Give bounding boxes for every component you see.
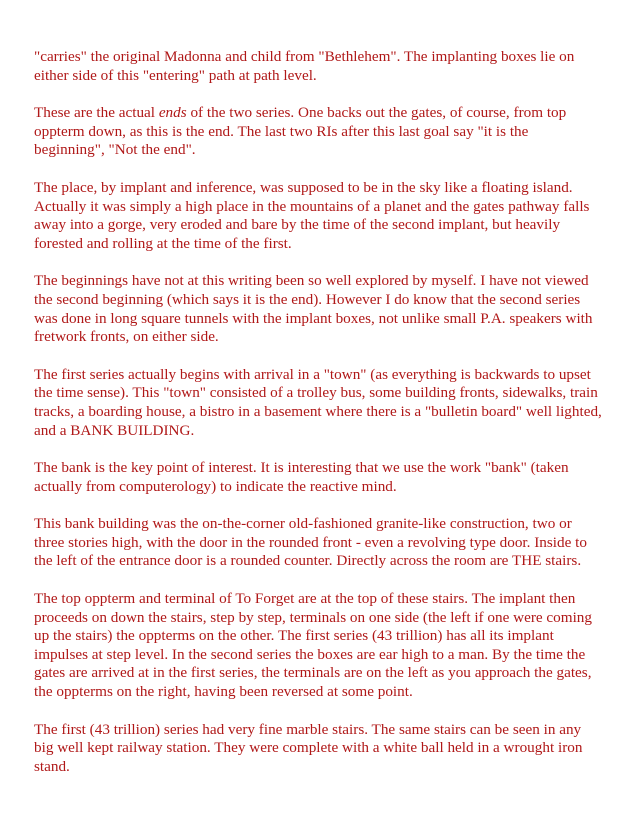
paragraph-7 [34, 515, 602, 571]
paragraph-text: These are the actual [34, 104, 159, 122]
paragraph-text: The bank is the key point of interest. It is interesting that we use the work "bank" (taken actually from computerology) to indicate the reactive mind. [34, 459, 569, 495]
paragraph-5 [34, 366, 602, 440]
paragraph-8 [34, 590, 602, 702]
emphasized-word: ends [158, 104, 187, 122]
paragraph-text: This bank building was the on-the-corner old-fashioned granite-like construction, two or three stories high, with the door in the rounded front - even a revolving type door. Inside to the left of the entrance door is a rounded counter. Directly across the room are THE stairs. [34, 515, 587, 570]
paragraph-2 [34, 104, 602, 160]
paragraph-6 [34, 459, 602, 496]
paragraph-text: The first series actually begins with arrival in a "town" (as everything is backwards to upset the time sense). This "town" consisted of a trolley bus, some building fronts, sidewalks, train tracks, a boarding house, a bistro in a basement where there is a "bulletin board" well lighted, and a BANK BUILDING. [34, 365, 602, 439]
document-body [34, 48, 602, 795]
paragraph-9 [34, 721, 602, 777]
paragraph-3 [34, 179, 602, 253]
paragraph-text: of the two series. One backs out the gates, of course, from top oppterm down, as this is the end. The last two RIs after this last goal say "it is the beginning", "Not the end". [34, 104, 567, 159]
paragraph-text: The place, by implant and inference, was supposed to be in the sky like a floating island. Actually it was simply a high place in the mountains of a planet and the gates pathway falls away into a gorge, very eroded and bare by the time of the second implant, but heavily forested and rolling at the time of the first. [34, 178, 590, 252]
paragraph-text: The first (43 trillion) series had very fine marble stairs. The same stairs can be seen in any big well kept railway station. They were complete with a white ball held in a wrought iron stand. [34, 720, 583, 775]
paragraph-4 [34, 272, 602, 346]
paragraph-1 [34, 48, 602, 85]
paragraph-text: The top oppterm and terminal of To Forget are at the top of these stairs. The implant then proceeds on down the stairs, step by step, terminals on one side (the left if one were coming up the stairs) the oppterms on the other. The first series (43 trillion) has all its implant impulses at step level. In the second series the boxes are ear high to a man. By the time the gates are arrived at in the first series, the terminals are on the left as you approach the gates, the oppterms on the right, having been reversed at some point. [34, 590, 592, 701]
paragraph-text: The beginnings have not at this writing been so well explored by myself. I have not viewed the second beginning (which says it is the end). However I do know that the second series was done in long square tunnels with the implant boxes, not unlike small P.A. speakers with fretwork fronts, on either side. [34, 272, 593, 346]
paragraph-text: "carries" the original Madonna and child from "Bethlehem". The implanting boxes lie on either side of this "entering" path at path level. [34, 48, 575, 84]
